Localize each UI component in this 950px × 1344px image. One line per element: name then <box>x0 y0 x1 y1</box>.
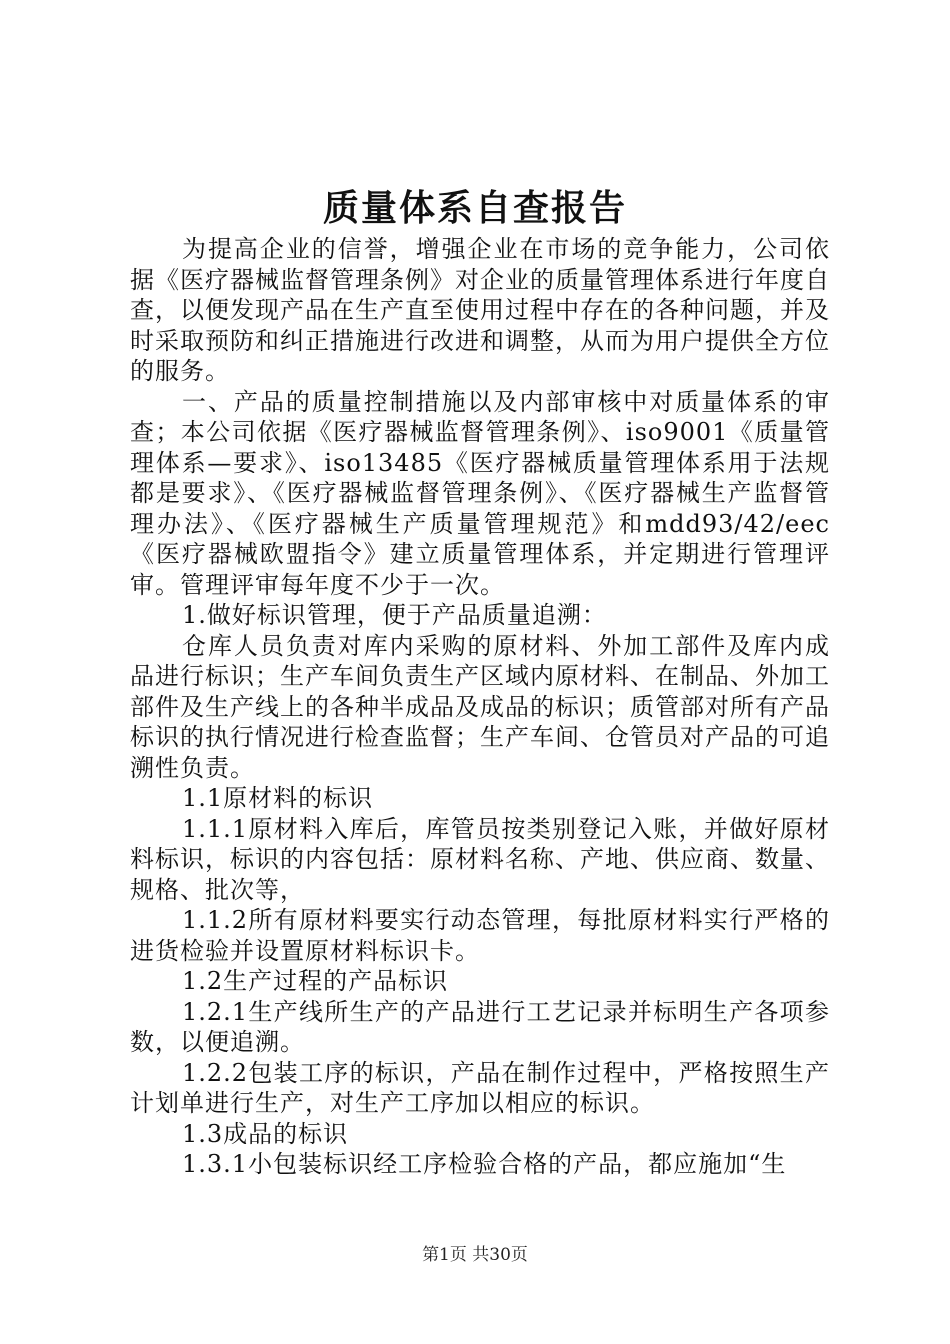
paragraph-intro: 为提高企业的信誉，增强企业在市场的竞争能力，公司依据《医疗器械监督管理条例》对企业的质量管理体系进行年度自查，以便发现产品在生产直至使用过程中存在的各种问题，并及时采取预防和纠正措施进行改进和调整，从而为用户提供全方位的服务。 <box>130 235 830 385</box>
paragraph-heading-1-3: 1.3成品的标识 <box>182 1119 349 1148</box>
paragraph-warehouse: 仓库人员负责对库内采购的原材料、外加工部件及库内成品进行标识；生产车间负责生产区域内原材料、在制品、外加工部件及生产线上的各种半成品及成品的标识；质管部对所有产品标识的执行情况进行检查监督；生产车间、仓管员对产品的可追溯性负责。 <box>130 631 830 782</box>
paragraph-heading-1: 1.做好标识管理，便于产品质量追溯： <box>182 601 607 629</box>
paragraph-1-2-1: 1.2.1生产线所生产的产品进行工艺记录并标明生产各项参数，以便追溯。 <box>130 997 830 1056</box>
paragraph-heading-1-2: 1.2生产过程的产品标识 <box>182 967 449 995</box>
document-body <box>130 234 830 1180</box>
page-footer: 第1页 共30页 <box>422 1245 528 1265</box>
paragraph-1-1-1: 1.1.1原材料入库后，库管员按类别登记入账，并做好原材料标识，标识的内容包括：原材料名称、产地、供应商、数量、规格、批次等， <box>130 814 830 904</box>
paragraph-section-one: 一、产品的质量控制措施以及内部审核中对质量体系的审查；本公司依据《医疗器械监督管理条例》、iso9001《质量管理体系—要求》、iso13485《医疗器械质量管理体系用于法规都是要求》、《医疗器械监督管理条例》、《医疗器械生产监督管理办法》、《医疗器械生产质量管理规范》和mdd93/42/eec《医疗器械欧盟指令》建立质量管理体系，并定期进行管理评审。管理评审每年度不少于一次。 <box>130 387 830 599</box>
paragraph-1-2-2: 1.2.2包装工序的标识，产品在制作过程中，严格按照生产计划单进行生产，对生产工序加以相应的标识。 <box>130 1058 830 1117</box>
paragraph-heading-1-1: 1.1原材料的标识 <box>182 784 374 812</box>
paragraph-1-3-1: 1.3.1小包装标识经工序检验合格的产品，都应施加“生 <box>182 1150 787 1178</box>
document-title: 质量体系自查报告 <box>322 187 627 229</box>
paragraph-1-1-2: 1.1.2所有原材料要实行动态管理，每批原材料实行严格的进货检验并设置原材料标识卡。 <box>130 906 830 965</box>
